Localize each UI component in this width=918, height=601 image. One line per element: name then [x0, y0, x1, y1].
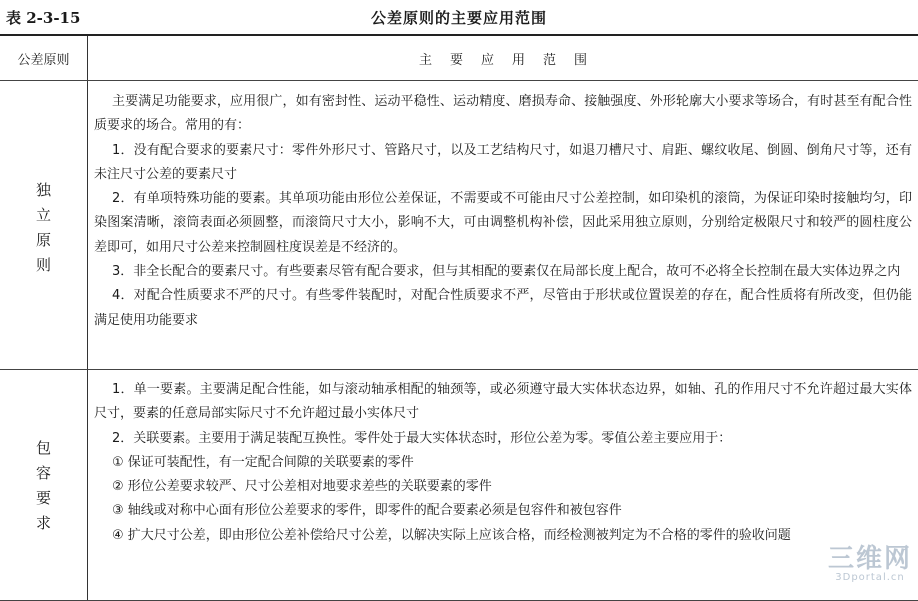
column-divider	[87, 36, 88, 600]
watermark-logo-text: 三维网	[827, 544, 912, 574]
independent-principle-content	[94, 90, 912, 333]
table-number: 表 2-3-15	[6, 9, 81, 27]
paragraph: 3．非全长配合的要素尺寸。有些要素尽管有配合要求，但与其相配的要素仅在局部长度上配合，故可不必将全长控制在最大实体边界之内	[112, 264, 901, 280]
row-divider	[0, 369, 918, 370]
paragraph: 1．没有配合要求的要素尺寸：零件外形尺寸、管路尺寸，以及工艺结构尺寸，如退刀槽尺寸、肩距、螺纹收尾、倒圆、倒角尺寸等，还有未注尺寸公差的要素尺寸	[94, 142, 912, 182]
paragraph: 主要满足功能要求，应用很广，如有密封性、运动平稳性、运动精度、磨损寿命、接触强度、外形轮廓大小要求等场合，有时甚至有配合性质要求的场合。常用的有：	[94, 94, 912, 134]
paragraph: ① 保证可装配性，有一定配合间隙的关联要素的零件	[112, 454, 414, 470]
paragraph: 4．对配合性质要求不严的尺寸。有些零件装配时，对配合性质要求不严，尽管由于形状或位置误差的存在，配合性质将有所改变，但仍能满足使用功能要求	[94, 288, 912, 328]
paragraph: ② 形位公差要求较严、尺寸公差相对地要求差些的关联要素的零件	[112, 479, 492, 495]
site-watermark	[828, 546, 912, 584]
header-application-scope: 主要应用范围	[418, 52, 605, 68]
row-label-envelope-requirement: 包 容 要 求	[35, 439, 51, 532]
tolerance-principle-table	[0, 34, 918, 601]
header-divider	[0, 80, 918, 81]
paragraph: ③ 轴线或对称中心面有形位公差要求的零件，即零件的配合要素必须是包容件和被包容件	[112, 503, 622, 519]
paragraph: 2．有单项特殊功能的要素。其单项功能由形位公差保证，不需要或不可能由尺寸公差控制，如印染机的滚筒，为保证印染时接触均匀，印染图案清晰，滚筒表面必须圆整，而滚筒尺寸大小，影响不大，可由调整机构补偿，因此采用独立原则，分别给定极限尺寸和较严的圆柱度公差即可，如用尺寸公差来控制圆柱度误差是不经济的。	[94, 191, 912, 255]
table-title: 公差原则的主要应用范围	[370, 9, 547, 27]
paragraph: 2．关联要素。主要用于满足装配互换性。零件处于最大实体状态时，形位公差为零。零值公差主要应用于：	[112, 430, 732, 446]
header-principle: 公差原则	[17, 52, 70, 68]
table-caption	[0, 0, 918, 34]
paragraph: 1．单一要素。主要满足配合性能，如与滚动轴承相配的轴颈等，或必须遵守最大实体状态边界，如轴、孔的作用尺寸不允许超过最大实体尺寸，要素的任意局部实际尺寸不允许超过最小实体尺寸	[94, 382, 912, 422]
envelope-requirement-content	[94, 378, 912, 548]
watermark-url: 3Dportal.cn	[835, 572, 905, 583]
row-label-independent-principle: 独 立 原 则	[35, 181, 51, 274]
paragraph: ④ 扩大尺寸公差，即由形位公差补偿给尺寸公差，以解决实际上应该合格，而经检测被判定为不合格的零件的验收问题	[112, 527, 791, 543]
